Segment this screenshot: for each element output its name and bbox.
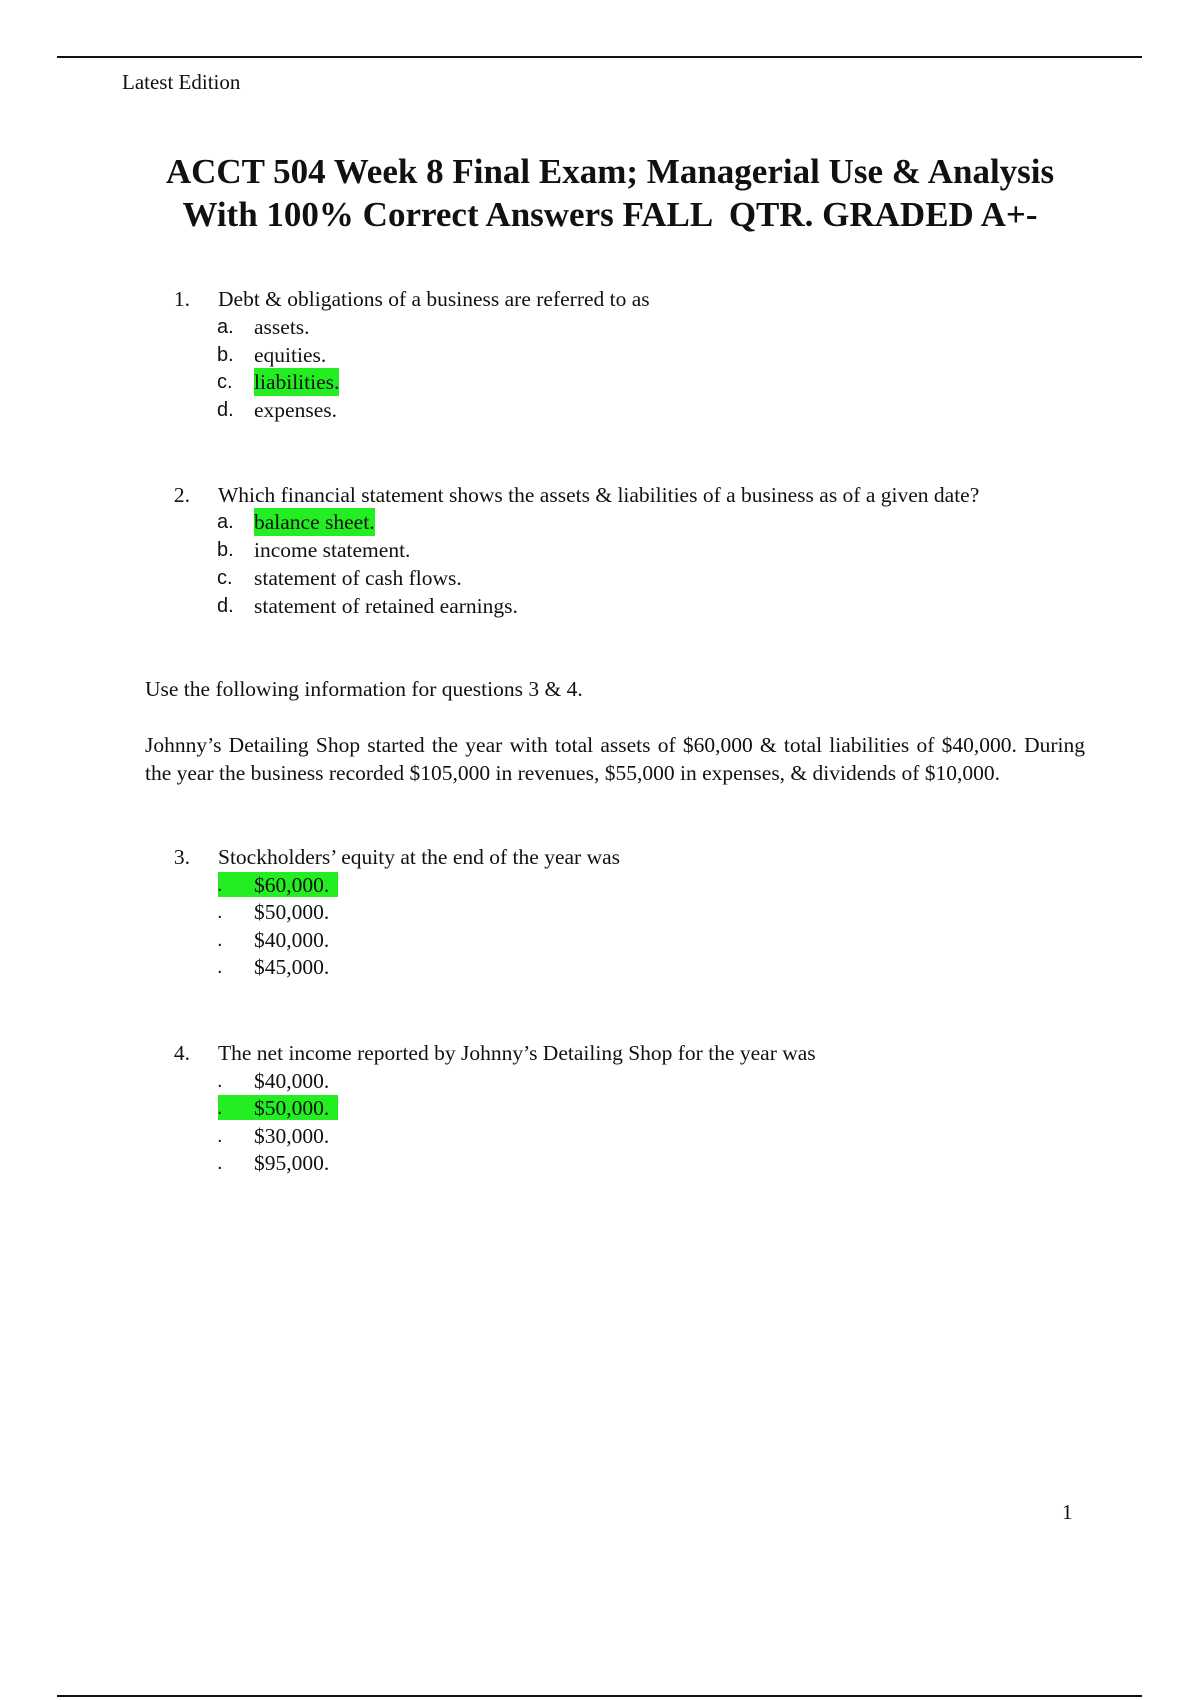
option-a <box>0 313 1200 341</box>
option-letter: d. <box>217 399 234 421</box>
option-letter: . <box>217 1125 223 1147</box>
page-number: 1 <box>1062 1500 1073 1524</box>
option-c <box>0 564 1200 592</box>
option-text: assets. <box>254 315 310 339</box>
option-letter: a. <box>217 511 234 533</box>
option-letter: b. <box>217 539 234 561</box>
option-text: $30,000. <box>254 1124 330 1148</box>
option-b <box>0 341 1200 369</box>
option-a-correct <box>0 508 1200 536</box>
question-number: 3. <box>173 845 190 869</box>
info-scenario: Johnny’s Detailing Shop started the year with total assets of $60,000 & total liabilities of $40,000. During the year the business recorded $105,000 in revenues, $55,000 in expenses, & dividends of $10,000. <box>145 733 1085 785</box>
option-1 <box>0 1067 1200 1095</box>
option-letter: . <box>217 929 223 951</box>
question-number: 4. <box>173 1041 190 1065</box>
option-c-correct <box>0 368 1200 396</box>
option-3 <box>0 1122 1200 1150</box>
option-text: $40,000. <box>254 1069 330 1093</box>
option-1-correct <box>0 871 1200 899</box>
option-4 <box>0 1149 1200 1177</box>
question-number: 2. <box>173 483 190 507</box>
option-letter: . <box>217 901 223 923</box>
question-text: Stockholders’ equity at the end of the year was <box>218 845 621 869</box>
option-letter: . <box>217 1152 223 1174</box>
option-letter: . <box>217 1070 223 1092</box>
question-text: The net income reported by Johnny’s Detailing Shop for the year was <box>218 1041 816 1065</box>
info-intro: Use the following information for questions 3 & 4. <box>145 677 583 701</box>
option-d <box>0 592 1200 620</box>
option-2-correct <box>0 1094 1200 1122</box>
option-text: $50,000. <box>254 900 330 924</box>
option-b <box>0 536 1200 564</box>
option-letter: c. <box>217 371 233 393</box>
option-letter: c. <box>217 567 233 589</box>
option-text: $60,000. <box>254 873 330 897</box>
footer-rule <box>57 1695 1142 1697</box>
option-d <box>0 396 1200 424</box>
option-2 <box>0 898 1200 926</box>
correct-answer-highlight: liabilities. <box>254 370 340 394</box>
option-text: expenses. <box>254 398 337 422</box>
option-letter: . <box>217 956 223 978</box>
option-4 <box>0 953 1200 981</box>
question-text: Debt & obligations of a business are referred to as <box>218 287 650 311</box>
header-rule <box>57 56 1142 58</box>
option-text: statement of retained earnings. <box>254 594 518 618</box>
edition-label: Latest Edition <box>122 70 241 94</box>
correct-answer-highlight: balance sheet. <box>254 510 375 534</box>
question-number: 1. <box>173 287 190 311</box>
option-3 <box>0 926 1200 954</box>
option-text: statement of cash flows. <box>254 566 462 590</box>
title-line-2: With 100% Correct Answers FALL QTR. GRADED A+- <box>182 195 1038 234</box>
option-letter: . <box>217 874 223 896</box>
option-text: $50,000. <box>254 1096 330 1120</box>
option-letter: a. <box>217 316 234 338</box>
option-text: income statement. <box>254 538 411 562</box>
option-text: $40,000. <box>254 928 330 952</box>
page-title <box>120 150 1100 236</box>
option-letter: b. <box>217 344 234 366</box>
title-line-1: ACCT 504 Week 8 Final Exam; Managerial Use & Analysis <box>165 152 1055 191</box>
option-letter: . <box>217 1097 223 1119</box>
option-text: $95,000. <box>254 1151 330 1175</box>
question-text: Which financial statement shows the assets & liabilities of a business as of a given date? <box>218 483 980 507</box>
option-text: equities. <box>254 343 327 367</box>
option-text: $45,000. <box>254 955 330 979</box>
option-letter: d. <box>217 595 234 617</box>
